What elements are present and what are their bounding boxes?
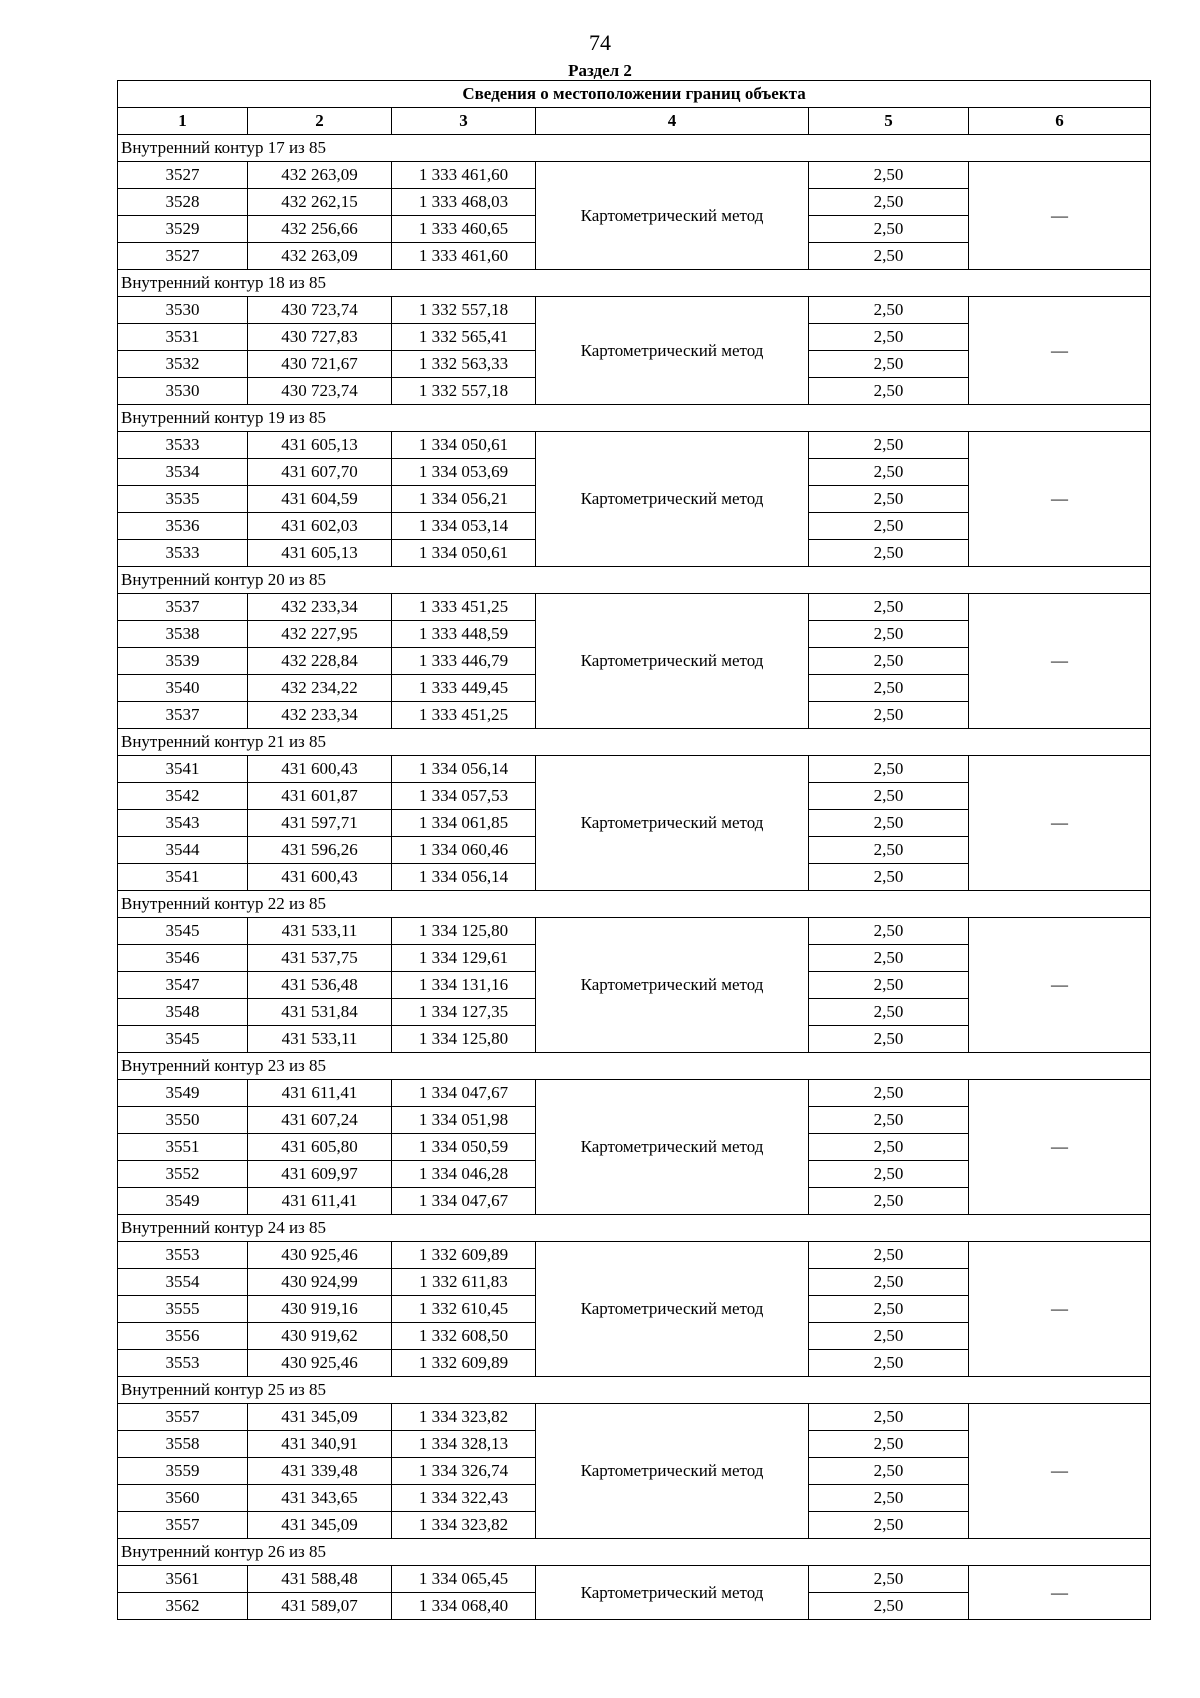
column-number: 1 — [118, 108, 248, 135]
accuracy-cell: 2,50 — [809, 1161, 969, 1188]
y-coordinate-cell: 1 334 068,40 — [392, 1593, 536, 1620]
contour-label: Внутренний контур 20 из 85 — [118, 567, 1151, 594]
point-number-cell: 3528 — [118, 189, 248, 216]
point-number-cell: 3532 — [118, 351, 248, 378]
description-cell: — — [969, 432, 1151, 567]
x-coordinate-cell: 431 607,24 — [248, 1107, 392, 1134]
accuracy-cell: 2,50 — [809, 945, 969, 972]
y-coordinate-cell: 1 333 468,03 — [392, 189, 536, 216]
point-number-cell: 3561 — [118, 1566, 248, 1593]
y-coordinate-cell: 1 333 461,60 — [392, 162, 536, 189]
method-cell: Картометрический метод — [536, 1242, 809, 1377]
contour-header-row — [118, 1539, 1151, 1566]
y-coordinate-cell: 1 334 322,43 — [392, 1485, 536, 1512]
contour-label: Внутренний контур 21 из 85 — [118, 729, 1151, 756]
point-number-cell: 3556 — [118, 1323, 248, 1350]
x-coordinate-cell: 432 263,09 — [248, 243, 392, 270]
point-number-cell: 3534 — [118, 459, 248, 486]
y-coordinate-cell: 1 332 563,33 — [392, 351, 536, 378]
y-coordinate-cell: 1 334 326,74 — [392, 1458, 536, 1485]
x-coordinate-cell: 431 611,41 — [248, 1188, 392, 1215]
accuracy-cell: 2,50 — [809, 378, 969, 405]
contour-label: Внутренний контур 26 из 85 — [118, 1539, 1151, 1566]
point-number-cell: 3543 — [118, 810, 248, 837]
x-coordinate-cell: 431 605,80 — [248, 1134, 392, 1161]
accuracy-cell: 2,50 — [809, 1242, 969, 1269]
contour-label: Внутренний контур 23 из 85 — [118, 1053, 1151, 1080]
coordinates-table — [117, 80, 1151, 1620]
y-coordinate-cell: 1 334 125,80 — [392, 918, 536, 945]
accuracy-cell: 2,50 — [809, 297, 969, 324]
point-number-cell: 3531 — [118, 324, 248, 351]
point-number-cell: 3560 — [118, 1485, 248, 1512]
description-cell: — — [969, 1080, 1151, 1215]
accuracy-cell: 2,50 — [809, 702, 969, 729]
x-coordinate-cell: 431 531,84 — [248, 999, 392, 1026]
column-number: 2 — [248, 108, 392, 135]
y-coordinate-cell: 1 334 065,45 — [392, 1566, 536, 1593]
point-number-cell: 3527 — [118, 243, 248, 270]
accuracy-cell: 2,50 — [809, 324, 969, 351]
section-title: Раздел 2 — [568, 61, 632, 80]
point-number-cell: 3548 — [118, 999, 248, 1026]
accuracy-cell: 2,50 — [809, 1404, 969, 1431]
table-body — [118, 135, 1151, 1620]
x-coordinate-cell: 430 925,46 — [248, 1350, 392, 1377]
y-coordinate-cell: 1 332 608,50 — [392, 1323, 536, 1350]
table-row — [118, 1242, 1151, 1269]
accuracy-cell: 2,50 — [809, 918, 969, 945]
accuracy-cell: 2,50 — [809, 648, 969, 675]
description-cell: — — [969, 918, 1151, 1053]
point-number-cell: 3557 — [118, 1404, 248, 1431]
description-cell: — — [969, 162, 1151, 270]
y-coordinate-cell: 1 334 051,98 — [392, 1107, 536, 1134]
contour-header-row — [118, 729, 1151, 756]
y-coordinate-cell: 1 334 057,53 — [392, 783, 536, 810]
accuracy-cell: 2,50 — [809, 756, 969, 783]
y-coordinate-cell: 1 333 451,25 — [392, 594, 536, 621]
point-number-cell: 3550 — [118, 1107, 248, 1134]
point-number-cell: 3542 — [118, 783, 248, 810]
y-coordinate-cell: 1 334 061,85 — [392, 810, 536, 837]
point-number-cell: 3552 — [118, 1161, 248, 1188]
y-coordinate-cell: 1 334 125,80 — [392, 1026, 536, 1053]
point-number-cell: 3555 — [118, 1296, 248, 1323]
method-cell: Картометрический метод — [536, 756, 809, 891]
contour-header-row — [118, 135, 1151, 162]
table-caption: Сведения о местоположении границ объекта — [118, 81, 1151, 108]
contour-header-row — [118, 1053, 1151, 1080]
accuracy-cell: 2,50 — [809, 189, 969, 216]
x-coordinate-cell: 431 589,07 — [248, 1593, 392, 1620]
x-coordinate-cell: 432 263,09 — [248, 162, 392, 189]
point-number-cell: 3541 — [118, 864, 248, 891]
accuracy-cell: 2,50 — [809, 1188, 969, 1215]
accuracy-cell: 2,50 — [809, 540, 969, 567]
point-number-cell: 3549 — [118, 1080, 248, 1107]
point-number-cell: 3530 — [118, 378, 248, 405]
y-coordinate-cell: 1 334 053,14 — [392, 513, 536, 540]
contour-label: Внутренний контур 25 из 85 — [118, 1377, 1151, 1404]
y-coordinate-cell: 1 334 046,28 — [392, 1161, 536, 1188]
x-coordinate-cell: 431 533,11 — [248, 918, 392, 945]
point-number-cell: 3541 — [118, 756, 248, 783]
table-row — [118, 594, 1151, 621]
x-coordinate-cell: 431 533,11 — [248, 1026, 392, 1053]
x-coordinate-cell: 431 345,09 — [248, 1404, 392, 1431]
x-coordinate-cell: 431 611,41 — [248, 1080, 392, 1107]
point-number-cell: 3549 — [118, 1188, 248, 1215]
x-coordinate-cell: 431 343,65 — [248, 1485, 392, 1512]
x-coordinate-cell: 432 262,15 — [248, 189, 392, 216]
y-coordinate-cell: 1 332 611,83 — [392, 1269, 536, 1296]
point-number-cell: 3559 — [118, 1458, 248, 1485]
method-cell: Картометрический метод — [536, 1566, 809, 1620]
accuracy-cell: 2,50 — [809, 1512, 969, 1539]
accuracy-cell: 2,50 — [809, 162, 969, 189]
table-row — [118, 432, 1151, 459]
point-number-cell: 3545 — [118, 1026, 248, 1053]
y-coordinate-cell: 1 334 060,46 — [392, 837, 536, 864]
method-cell: Картометрический метод — [536, 1404, 809, 1539]
column-number: 5 — [809, 108, 969, 135]
accuracy-cell: 2,50 — [809, 1350, 969, 1377]
accuracy-cell: 2,50 — [809, 486, 969, 513]
y-coordinate-cell: 1 334 056,14 — [392, 864, 536, 891]
table-row — [118, 1080, 1151, 1107]
y-coordinate-cell: 1 334 056,14 — [392, 756, 536, 783]
contour-label: Внутренний контур 19 из 85 — [118, 405, 1151, 432]
y-coordinate-cell: 1 332 610,45 — [392, 1296, 536, 1323]
y-coordinate-cell: 1 334 050,61 — [392, 540, 536, 567]
x-coordinate-cell: 432 233,34 — [248, 594, 392, 621]
point-number-cell: 3558 — [118, 1431, 248, 1458]
accuracy-cell: 2,50 — [809, 837, 969, 864]
table-row — [118, 162, 1151, 189]
point-number-cell: 3533 — [118, 540, 248, 567]
y-coordinate-cell: 1 334 047,67 — [392, 1080, 536, 1107]
contour-header-row — [118, 405, 1151, 432]
accuracy-cell: 2,50 — [809, 1080, 969, 1107]
x-coordinate-cell: 431 607,70 — [248, 459, 392, 486]
table-row — [118, 297, 1151, 324]
contour-label: Внутренний контур 22 из 85 — [118, 891, 1151, 918]
x-coordinate-cell: 431 596,26 — [248, 837, 392, 864]
contour-header-row — [118, 1377, 1151, 1404]
y-coordinate-cell: 1 334 047,67 — [392, 1188, 536, 1215]
accuracy-cell: 2,50 — [809, 432, 969, 459]
contour-header-row — [118, 567, 1151, 594]
x-coordinate-cell: 431 602,03 — [248, 513, 392, 540]
contour-header-row — [118, 270, 1151, 297]
point-number-cell: 3537 — [118, 702, 248, 729]
accuracy-cell: 2,50 — [809, 1566, 969, 1593]
description-cell: — — [969, 756, 1151, 891]
point-number-cell: 3546 — [118, 945, 248, 972]
y-coordinate-cell: 1 334 056,21 — [392, 486, 536, 513]
y-coordinate-cell: 1 333 446,79 — [392, 648, 536, 675]
y-coordinate-cell: 1 333 460,65 — [392, 216, 536, 243]
x-coordinate-cell: 431 537,75 — [248, 945, 392, 972]
contour-label: Внутренний контур 17 из 85 — [118, 135, 1151, 162]
table-row — [118, 1566, 1151, 1593]
y-coordinate-cell: 1 333 461,60 — [392, 243, 536, 270]
description-cell: — — [969, 1566, 1151, 1620]
x-coordinate-cell: 431 600,43 — [248, 864, 392, 891]
y-coordinate-cell: 1 332 565,41 — [392, 324, 536, 351]
x-coordinate-cell: 432 227,95 — [248, 621, 392, 648]
table-row — [118, 756, 1151, 783]
y-coordinate-cell: 1 334 323,82 — [392, 1512, 536, 1539]
x-coordinate-cell: 430 919,16 — [248, 1296, 392, 1323]
table-row — [118, 918, 1151, 945]
point-number-cell: 3557 — [118, 1512, 248, 1539]
x-coordinate-cell: 431 345,09 — [248, 1512, 392, 1539]
description-cell: — — [969, 594, 1151, 729]
contour-label: Внутренний контур 24 из 85 — [118, 1215, 1151, 1242]
x-coordinate-cell: 430 723,74 — [248, 378, 392, 405]
point-number-cell: 3551 — [118, 1134, 248, 1161]
accuracy-cell: 2,50 — [809, 459, 969, 486]
x-coordinate-cell: 432 234,22 — [248, 675, 392, 702]
method-cell: Картометрический метод — [536, 1080, 809, 1215]
x-coordinate-cell: 432 233,34 — [248, 702, 392, 729]
x-coordinate-cell: 431 340,91 — [248, 1431, 392, 1458]
y-coordinate-cell: 1 334 131,16 — [392, 972, 536, 999]
point-number-cell: 3533 — [118, 432, 248, 459]
table-row — [118, 1404, 1151, 1431]
x-coordinate-cell: 431 600,43 — [248, 756, 392, 783]
column-number: 6 — [969, 108, 1151, 135]
y-coordinate-cell: 1 333 451,25 — [392, 702, 536, 729]
accuracy-cell: 2,50 — [809, 351, 969, 378]
point-number-cell: 3535 — [118, 486, 248, 513]
accuracy-cell: 2,50 — [809, 1026, 969, 1053]
point-number-cell: 3527 — [118, 162, 248, 189]
method-cell: Картометрический метод — [536, 594, 809, 729]
y-coordinate-cell: 1 334 050,61 — [392, 432, 536, 459]
point-number-cell: 3562 — [118, 1593, 248, 1620]
accuracy-cell: 2,50 — [809, 621, 969, 648]
method-cell: Картометрический метод — [536, 432, 809, 567]
column-number-row — [118, 108, 1151, 135]
point-number-cell: 3539 — [118, 648, 248, 675]
point-number-cell: 3530 — [118, 297, 248, 324]
y-coordinate-cell: 1 332 557,18 — [392, 378, 536, 405]
method-cell: Картометрический метод — [536, 162, 809, 270]
x-coordinate-cell: 431 604,59 — [248, 486, 392, 513]
accuracy-cell: 2,50 — [809, 1134, 969, 1161]
contour-header-row — [118, 1215, 1151, 1242]
x-coordinate-cell: 430 919,62 — [248, 1323, 392, 1350]
contour-label: Внутренний контур 18 из 85 — [118, 270, 1151, 297]
y-coordinate-cell: 1 333 449,45 — [392, 675, 536, 702]
accuracy-cell: 2,50 — [809, 675, 969, 702]
y-coordinate-cell: 1 334 328,13 — [392, 1431, 536, 1458]
point-number-cell: 3538 — [118, 621, 248, 648]
y-coordinate-cell: 1 332 609,89 — [392, 1242, 536, 1269]
table-caption-row — [118, 81, 1151, 108]
column-number: 4 — [536, 108, 809, 135]
y-coordinate-cell: 1 332 609,89 — [392, 1350, 536, 1377]
accuracy-cell: 2,50 — [809, 864, 969, 891]
accuracy-cell: 2,50 — [809, 243, 969, 270]
column-number: 3 — [392, 108, 536, 135]
description-cell: — — [969, 1404, 1151, 1539]
x-coordinate-cell: 430 727,83 — [248, 324, 392, 351]
accuracy-cell: 2,50 — [809, 1269, 969, 1296]
x-coordinate-cell: 431 605,13 — [248, 540, 392, 567]
point-number-cell: 3554 — [118, 1269, 248, 1296]
y-coordinate-cell: 1 334 053,69 — [392, 459, 536, 486]
point-number-cell: 3553 — [118, 1242, 248, 1269]
page-number: 74 — [589, 30, 611, 55]
x-coordinate-cell: 431 597,71 — [248, 810, 392, 837]
point-number-cell: 3545 — [118, 918, 248, 945]
x-coordinate-cell: 431 601,87 — [248, 783, 392, 810]
accuracy-cell: 2,50 — [809, 1323, 969, 1350]
y-coordinate-cell: 1 332 557,18 — [392, 297, 536, 324]
y-coordinate-cell: 1 334 127,35 — [392, 999, 536, 1026]
accuracy-cell: 2,50 — [809, 1431, 969, 1458]
accuracy-cell: 2,50 — [809, 513, 969, 540]
x-coordinate-cell: 430 723,74 — [248, 297, 392, 324]
method-cell: Картометрический метод — [536, 918, 809, 1053]
accuracy-cell: 2,50 — [809, 1593, 969, 1620]
accuracy-cell: 2,50 — [809, 972, 969, 999]
x-coordinate-cell: 431 536,48 — [248, 972, 392, 999]
accuracy-cell: 2,50 — [809, 1296, 969, 1323]
accuracy-cell: 2,50 — [809, 999, 969, 1026]
point-number-cell: 3553 — [118, 1350, 248, 1377]
method-cell: Картометрический метод — [536, 297, 809, 405]
accuracy-cell: 2,50 — [809, 594, 969, 621]
point-number-cell: 3544 — [118, 837, 248, 864]
contour-header-row — [118, 891, 1151, 918]
accuracy-cell: 2,50 — [809, 216, 969, 243]
description-cell: — — [969, 297, 1151, 405]
y-coordinate-cell: 1 334 323,82 — [392, 1404, 536, 1431]
x-coordinate-cell: 430 721,67 — [248, 351, 392, 378]
y-coordinate-cell: 1 334 129,61 — [392, 945, 536, 972]
y-coordinate-cell: 1 333 448,59 — [392, 621, 536, 648]
x-coordinate-cell: 431 605,13 — [248, 432, 392, 459]
x-coordinate-cell: 431 339,48 — [248, 1458, 392, 1485]
accuracy-cell: 2,50 — [809, 1458, 969, 1485]
x-coordinate-cell: 430 924,99 — [248, 1269, 392, 1296]
point-number-cell: 3529 — [118, 216, 248, 243]
x-coordinate-cell: 432 228,84 — [248, 648, 392, 675]
point-number-cell: 3536 — [118, 513, 248, 540]
point-number-cell: 3540 — [118, 675, 248, 702]
accuracy-cell: 2,50 — [809, 810, 969, 837]
accuracy-cell: 2,50 — [809, 1107, 969, 1134]
x-coordinate-cell: 431 588,48 — [248, 1566, 392, 1593]
accuracy-cell: 2,50 — [809, 1485, 969, 1512]
point-number-cell: 3547 — [118, 972, 248, 999]
point-number-cell: 3537 — [118, 594, 248, 621]
x-coordinate-cell: 431 609,97 — [248, 1161, 392, 1188]
accuracy-cell: 2,50 — [809, 783, 969, 810]
x-coordinate-cell: 430 925,46 — [248, 1242, 392, 1269]
description-cell: — — [969, 1242, 1151, 1377]
y-coordinate-cell: 1 334 050,59 — [392, 1134, 536, 1161]
x-coordinate-cell: 432 256,66 — [248, 216, 392, 243]
